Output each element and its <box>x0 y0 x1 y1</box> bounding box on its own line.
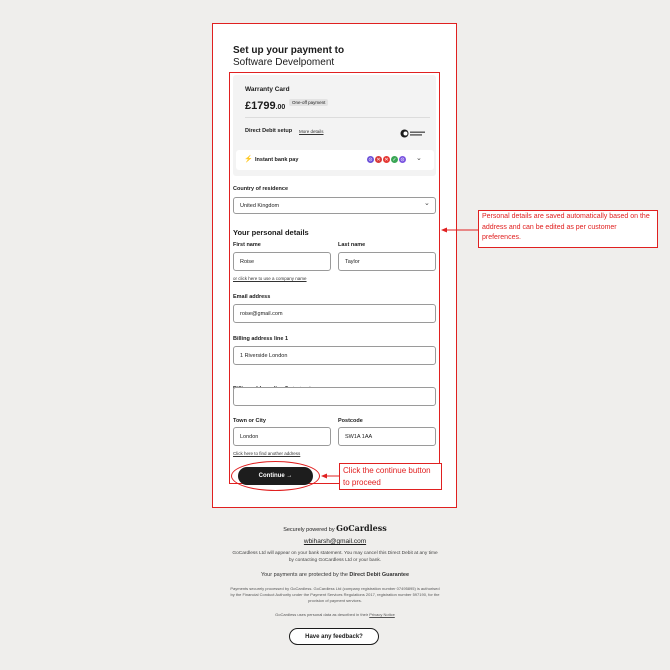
instant-bank-pay-label: Instant bank pay <box>255 157 299 163</box>
first-name-label: First name <box>233 242 261 248</box>
gocardless-logo: GoCardless <box>336 523 387 533</box>
billing-address-1-value: 1 Riverside London <box>240 352 288 359</box>
company-name-link[interactable]: or click here to use a company name <box>233 276 307 281</box>
billing-address-1-label: Billing address line 1 <box>233 336 289 342</box>
town-value: London <box>240 433 259 440</box>
statement-notice: GoCardless Ltd will appear on your bank statement. You may cancel this Direct Debit at any time by contacting GoCardless Ltd or your bank. <box>232 551 438 563</box>
product-name: Warranty Card <box>245 86 290 93</box>
privacy-notice-link[interactable]: Privacy Notice <box>369 612 395 617</box>
chevron-down-icon[interactable]: ⌄ <box>424 200 430 207</box>
legal-notice: Payments securely processed by GoCardless. GoCardless Ltd (company registration number 07495895) is authorised by the Financial Conduct Authority under the Payment Services Regulations 2017, registration number 597190, for the provision of payment services. <box>230 586 440 603</box>
privacy-line: GoCardless uses personal data as described in their Privacy Notice <box>275 612 395 617</box>
page-title: Set up your payment to <box>233 45 345 56</box>
continue-annotation: Click the continue button to proceed <box>339 463 442 490</box>
email-label: Email address <box>233 294 271 300</box>
find-another-address-link[interactable]: Click here to find another address <box>233 451 301 456</box>
guarantee-line: Your payments are protected by the Direct Debit Guarantee <box>260 572 410 578</box>
powered-by: Securely powered by GoCardless <box>283 523 387 533</box>
country-label: Country of residence <box>233 186 289 192</box>
price-cents: .00 <box>275 104 286 111</box>
postcode-label: Postcode <box>338 418 363 424</box>
country-value: United Kingdom <box>240 202 280 209</box>
price-main: £1799 <box>245 100 276 112</box>
bank-logos: ⊙ ✕ ✕ ✓ ⊙ <box>366 155 410 164</box>
payee-name: Software Develpoment <box>233 57 335 68</box>
last-name-label: Last name <box>338 242 366 248</box>
town-label: Town or City <box>233 418 266 424</box>
more-details-link[interactable]: More details <box>299 129 324 134</box>
first-name-value: Roise <box>240 258 255 265</box>
postcode-value: SW1A 1AA <box>345 433 373 440</box>
feedback-button[interactable]: Have any feedback? <box>289 628 379 645</box>
last-name-value: Taylor <box>345 258 360 265</box>
lightning-icon: ⚡ <box>244 156 253 163</box>
email-value: roise@gmail.com <box>240 310 283 317</box>
personal-details-heading: Your personal details <box>233 228 309 237</box>
chevron-down-icon[interactable]: ⌄ <box>416 155 422 162</box>
continue-button[interactable]: Continue → <box>238 467 313 485</box>
dd-guarantee-link[interactable]: Direct Debit Guarantee <box>349 572 410 578</box>
contact-email-link[interactable]: wbiharsh@gmail.com <box>303 538 367 545</box>
payment-type-tag: One-off payment <box>289 99 328 106</box>
dd-setup-label: Direct Debit setup <box>245 128 293 134</box>
personal-details-annotation: Personal details are saved automatically based on the address and can be edited as per customer preferences. <box>478 210 658 248</box>
